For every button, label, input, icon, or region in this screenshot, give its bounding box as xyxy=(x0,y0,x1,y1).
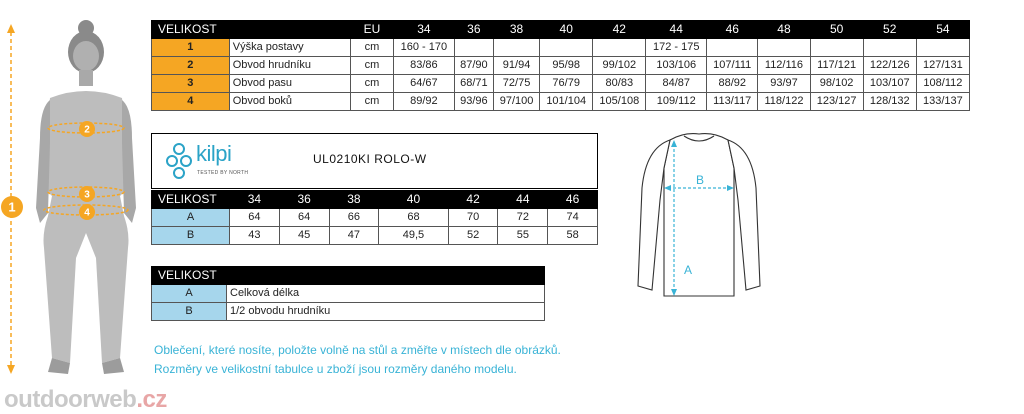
header-size: 46 xyxy=(548,191,598,209)
instruction-note: Oblečení, které nosíte, položte volně na stůl a změřte v místech dle obrázků. xyxy=(154,343,561,357)
measure-b-label: B xyxy=(696,173,705,187)
instruction-note: Rozměry ve velikostní tabulce u zboží jsou rozměry daného modelu. xyxy=(154,362,517,376)
header-size: 42 xyxy=(448,191,498,209)
watermark-main: outdoorweb xyxy=(4,386,137,413)
row-unit: cm xyxy=(351,39,394,57)
row-unit: cm xyxy=(351,75,394,93)
cell: 101/104 xyxy=(540,93,593,111)
watermark-suffix: .cz xyxy=(136,386,167,413)
table-row xyxy=(152,227,598,245)
table-row xyxy=(152,39,970,57)
marker-3-icon xyxy=(78,185,96,203)
header-size: 52 xyxy=(863,21,916,39)
cell: 52 xyxy=(448,227,498,245)
cell: 70 xyxy=(448,209,498,227)
cell: 103/107 xyxy=(863,75,916,93)
header-size: 40 xyxy=(540,21,593,39)
legend-table-header xyxy=(152,267,545,285)
cell: 88/92 xyxy=(707,75,758,93)
header-size: 38 xyxy=(329,191,379,209)
cell: 72 xyxy=(498,209,548,227)
marker-1-label: 1 xyxy=(8,199,16,215)
cell xyxy=(758,39,810,57)
cell: 55 xyxy=(498,227,548,245)
cell: 64 xyxy=(230,209,280,227)
table-row xyxy=(152,75,970,93)
model-code: UL0210KI ROLO-W xyxy=(313,152,427,166)
cell xyxy=(493,39,539,57)
cell xyxy=(593,39,646,57)
cell: 76/79 xyxy=(540,75,593,93)
header-size: 48 xyxy=(758,21,810,39)
measure-a-label: A xyxy=(684,263,693,277)
cell: 109/112 xyxy=(646,93,707,111)
marker-2-icon xyxy=(78,120,96,138)
header-size: 36 xyxy=(454,21,493,39)
garment-drawing xyxy=(634,128,764,306)
cell xyxy=(454,39,493,57)
cell: 74 xyxy=(548,209,598,227)
header-size: 44 xyxy=(498,191,548,209)
row-label: Výška postavy xyxy=(229,39,350,57)
marker-4-label: 4 xyxy=(84,207,90,219)
legend-table xyxy=(151,266,545,321)
cell: 123/127 xyxy=(810,93,863,111)
cell: 66 xyxy=(329,209,379,227)
header-size: 34 xyxy=(394,21,455,39)
cell: 64/67 xyxy=(394,75,455,93)
cell xyxy=(540,39,593,57)
cell: 98/102 xyxy=(810,75,863,93)
cell: 97/100 xyxy=(493,93,539,111)
row-number: 3 xyxy=(152,75,230,93)
marker-2-label: 2 xyxy=(84,124,90,136)
cell: 117/121 xyxy=(810,57,863,75)
cell: 47 xyxy=(329,227,379,245)
cell: 105/108 xyxy=(593,93,646,111)
cell: 133/137 xyxy=(916,93,969,111)
table-row xyxy=(152,285,545,303)
cell: 122/126 xyxy=(863,57,916,75)
cell: 58 xyxy=(548,227,598,245)
cell: 118/122 xyxy=(758,93,810,111)
cell: 95/98 xyxy=(540,57,593,75)
cell: 160 - 170 xyxy=(394,39,455,57)
cell: 72/75 xyxy=(493,75,539,93)
header-size: 46 xyxy=(707,21,758,39)
watermark xyxy=(4,386,167,414)
header-size: 44 xyxy=(646,21,707,39)
cell: 127/131 xyxy=(916,57,969,75)
size-table-header xyxy=(152,21,970,39)
cell: 80/83 xyxy=(593,75,646,93)
header-size: 42 xyxy=(593,21,646,39)
marker-3-label: 3 xyxy=(84,189,90,201)
cell xyxy=(916,39,969,57)
table-row xyxy=(152,209,598,227)
cell: 112/116 xyxy=(758,57,810,75)
row-unit: cm xyxy=(351,93,394,111)
cell: 99/102 xyxy=(593,57,646,75)
header-velikost: VELIKOST xyxy=(152,267,545,285)
cell: 108/112 xyxy=(916,75,969,93)
cell: 64 xyxy=(279,209,329,227)
cell: 89/92 xyxy=(394,93,455,111)
row-label: Obvod boků xyxy=(229,93,350,111)
header-size: 54 xyxy=(916,21,969,39)
cell: 87/90 xyxy=(454,57,493,75)
cell: 68/71 xyxy=(454,75,493,93)
row-description: 1/2 obvodu hrudníku xyxy=(227,303,545,321)
cell: 113/117 xyxy=(707,93,758,111)
product-size-table xyxy=(151,190,598,245)
marker-4-icon xyxy=(78,203,96,221)
cell xyxy=(707,39,758,57)
brand-logo-text: kilpi xyxy=(196,141,232,166)
cell: 68 xyxy=(379,209,448,227)
table-row xyxy=(152,57,970,75)
cell: 128/132 xyxy=(863,93,916,111)
row-label: B xyxy=(152,227,230,245)
product-table-header xyxy=(152,191,598,209)
row-number: 2 xyxy=(152,57,230,75)
cell: 84/87 xyxy=(646,75,707,93)
cell: 91/94 xyxy=(493,57,539,75)
header-velikost: VELIKOST xyxy=(152,191,230,209)
header-size: 36 xyxy=(279,191,329,209)
cell: 172 - 175 xyxy=(646,39,707,57)
header-velikost: VELIKOST xyxy=(152,21,351,39)
row-unit: cm xyxy=(351,57,394,75)
row-description: Celková délka xyxy=(227,285,545,303)
table-row xyxy=(152,303,545,321)
header-size: 40 xyxy=(379,191,448,209)
marker-1-icon xyxy=(0,195,24,219)
row-label: Obvod pasu xyxy=(229,75,350,93)
header-eu: EU xyxy=(351,21,394,39)
body-size-table xyxy=(151,20,970,111)
row-label: B xyxy=(152,303,227,321)
cell: 43 xyxy=(230,227,280,245)
row-number: 1 xyxy=(152,39,230,57)
cell: 45 xyxy=(279,227,329,245)
table-row xyxy=(152,93,970,111)
cell: 103/106 xyxy=(646,57,707,75)
cell xyxy=(863,39,916,57)
cell: 107/111 xyxy=(707,57,758,75)
cell: 83/86 xyxy=(394,57,455,75)
header-size: 34 xyxy=(230,191,280,209)
row-number: 4 xyxy=(152,93,230,111)
header-size: 38 xyxy=(493,21,539,39)
cell: 93/96 xyxy=(454,93,493,111)
brand-tagline: TESTED BY NORTH xyxy=(197,170,249,176)
cell: 93/97 xyxy=(758,75,810,93)
row-label: A xyxy=(152,285,227,303)
kilpi-logo-icon xyxy=(163,140,195,182)
cell: 49,5 xyxy=(379,227,448,245)
header-size: 50 xyxy=(810,21,863,39)
row-label: A xyxy=(152,209,230,227)
row-label: Obvod hrudníku xyxy=(229,57,350,75)
cell xyxy=(810,39,863,57)
